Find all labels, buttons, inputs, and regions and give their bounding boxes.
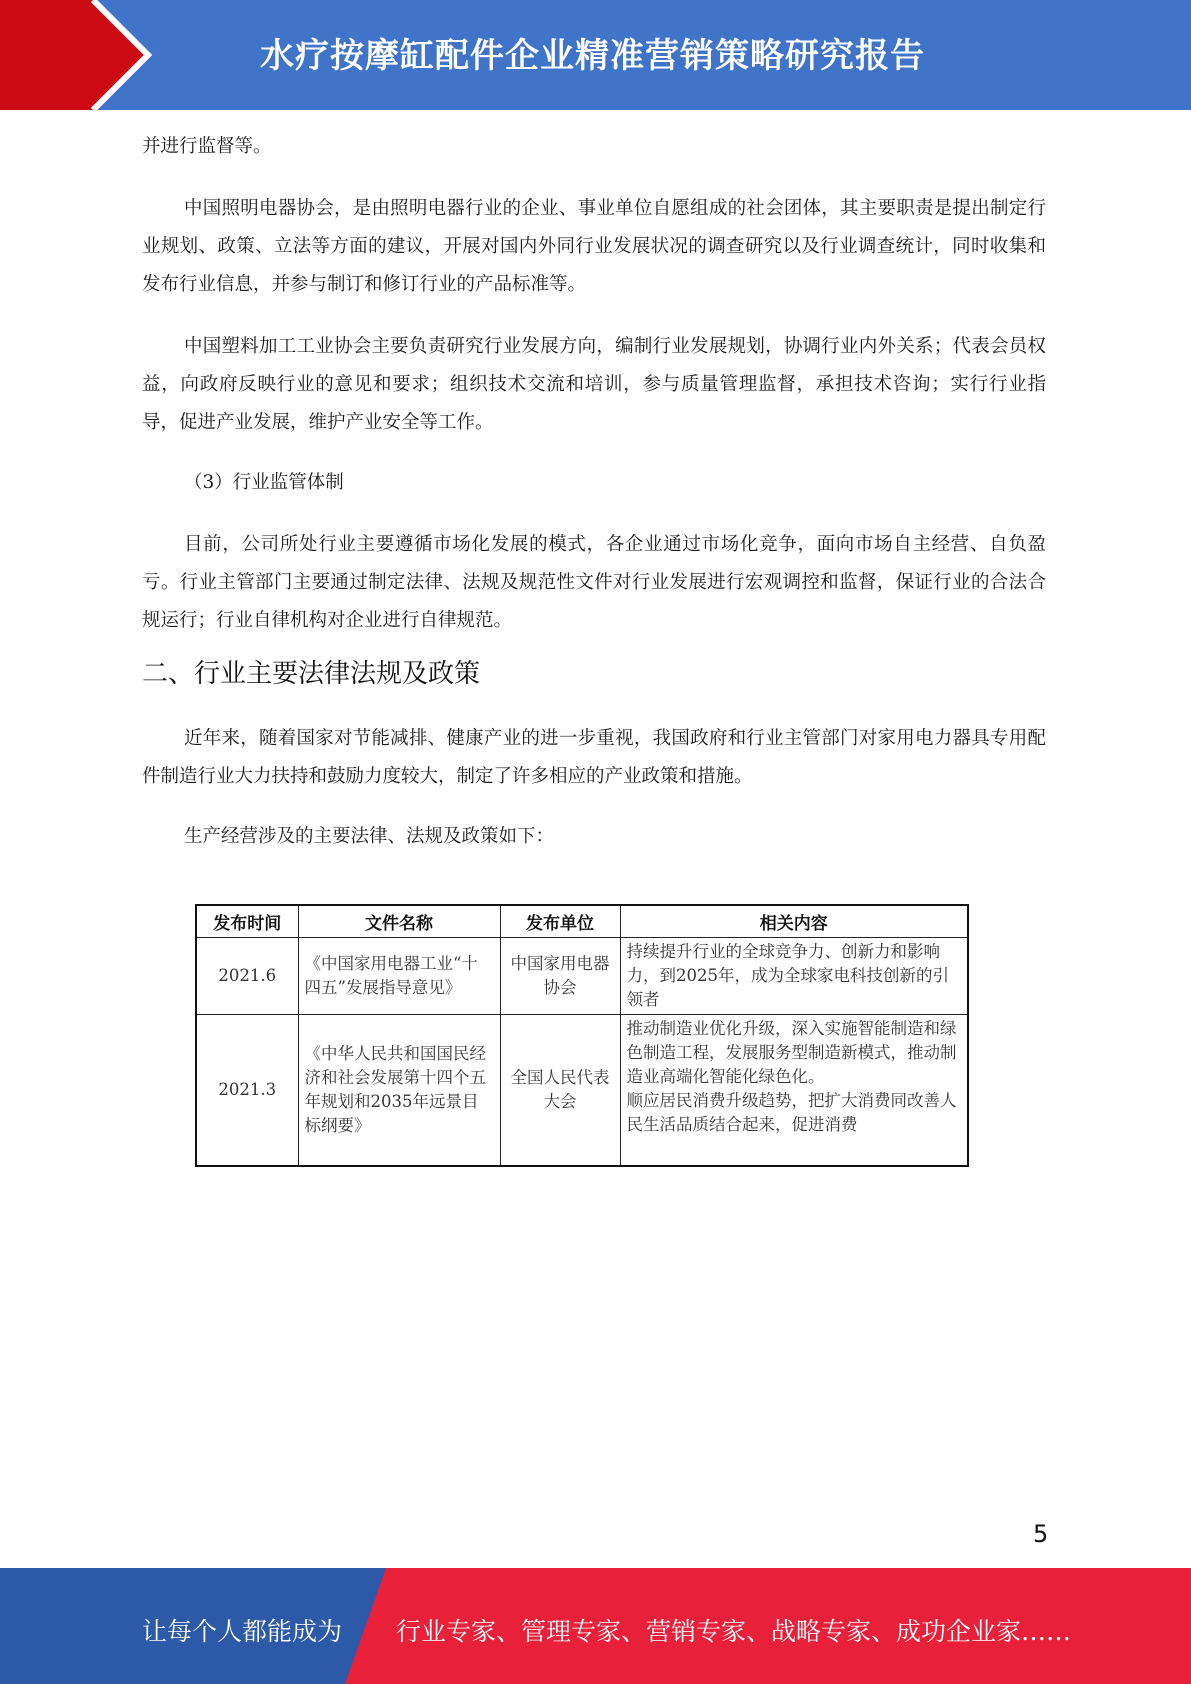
- cell-issuer: 中国家用电器协会: [500, 938, 620, 1015]
- report-title: 水疗按摩缸配件企业精准营销策略研究报告: [260, 36, 925, 76]
- policy-table: [195, 904, 969, 1167]
- footer-slogan-left: 让每个人都能成为: [142, 1617, 343, 1646]
- cell-content: 持续提升行业的全球竞争力、创新力和影响力，到2025年，成为全球家电科技创新的引领者: [620, 938, 968, 1015]
- table-row: [196, 1015, 968, 1167]
- paragraph: 目前，公司所处行业主要遵循市场化发展的模式，各企业通过市场化竞争，面向市场自主经营、自负盈亏。行业主管部门主要通过制定法律、法规及规范性文件对行业发展进行宏观调控和监督，保证行业的合法合规运行；行业自律机构对企业进行自律规范。: [142, 534, 1046, 631]
- paragraph: 并进行监督等。: [142, 136, 272, 157]
- policy-table-wrapper: [195, 904, 967, 1167]
- subsection-heading: （3）行业监管体制: [184, 472, 344, 493]
- column-header: 发布时间: [196, 905, 298, 938]
- cell-content: [620, 1015, 968, 1167]
- table-header-row: [196, 905, 968, 938]
- page-header: [0, 0, 1191, 110]
- paragraph: 中国塑料加工工业协会主要负责研究行业发展方向，编制行业发展规划，协调行业内外关系；代表会员权益，向政府反映行业的意见和要求；组织技术交流和培训，参与质量管理监督，承担技术咨询；实行行业指导，促进产业发展，维护产业安全等工作。: [142, 336, 1046, 433]
- paragraph: 中国照明电器协会，是由照明电器行业的企业、事业单位自愿组成的社会团体，其主要职责是提出制定行业规划、政策、立法等方面的建议，开展对国内外同行业发展状况的调查研究以及行业调查统计，同时收集和发布行业信息，并参与制订和修订行业的产品标准等。: [142, 198, 1046, 295]
- content-line: 顺应居民消费升级趋势，把扩大消费同改善人民生活品质结合起来，促进消费: [626, 1091, 957, 1134]
- header-arrow-decoration: [0, 0, 170, 110]
- content-line: 推动制造业优化升级，深入实施智能制造和绿色制造工程，发展服务型制造新模式，推动制造业高端化智能化绿色化。: [626, 1019, 957, 1086]
- cell-date: 2021.3: [196, 1015, 298, 1167]
- section-heading: 二、行业主要法律法规及政策: [142, 659, 481, 689]
- cell-issuer: 全国人民代表大会: [500, 1015, 620, 1167]
- column-header: 文件名称: [298, 905, 500, 938]
- paragraph: 生产经营涉及的主要法律、法规及政策如下：: [184, 826, 555, 847]
- main-content: [142, 128, 1046, 856]
- column-header: 相关内容: [620, 905, 968, 938]
- column-header: 发布单位: [500, 905, 620, 938]
- table-row: [196, 938, 968, 1015]
- page-footer: [0, 1568, 1191, 1684]
- cell-document-name: 《中华人民共和国国民经济和社会发展第十四个五年规划和2035年远景目标纲要》: [298, 1015, 500, 1167]
- paragraph: 近年来，随着国家对节能减排、健康产业的进一步重视，我国政府和行业主管部门对家用电力器具专用配件制造行业大力扶持和鼓励力度较大，制定了许多相应的产业政策和措施。: [142, 728, 1046, 787]
- cell-date: 2021.6: [196, 938, 298, 1015]
- page-number: 5: [1033, 1520, 1049, 1548]
- cell-document-name: 《中国家用电器工业“十四五”发展指导意见》: [298, 938, 500, 1015]
- footer-slogan-right: 行业专家、管理专家、营销专家、战略专家、成功企业家……: [396, 1617, 1072, 1646]
